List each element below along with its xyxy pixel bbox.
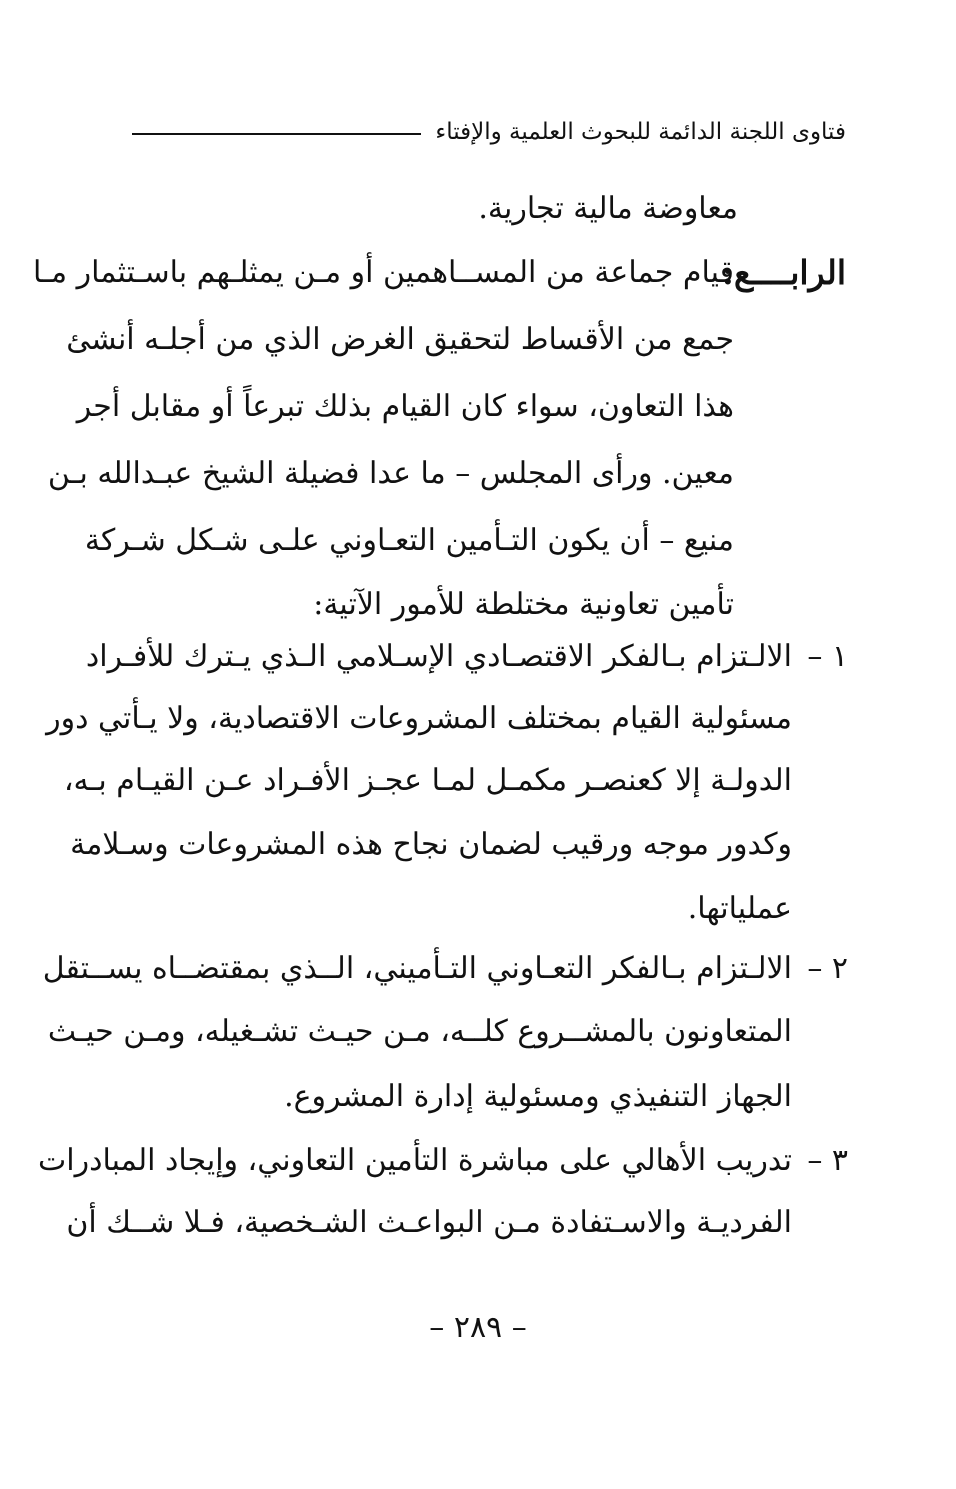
text-line: هذا التعاون، سواء كان القيام بذلك تبرعاً أو مقابل أجر xyxy=(76,389,734,424)
section-label-fourth: الرابــــع: xyxy=(721,253,846,292)
list-number-1: ١ – xyxy=(807,639,848,674)
list-number-3: ٣ – xyxy=(807,1143,848,1178)
text-line: منيع – أن يكون التـأمين التعـاوني علـى شـكل شـركة xyxy=(84,523,734,558)
list-number-2: ٢ – xyxy=(807,951,848,986)
text-line: الفرديـة والاسـتفادة مـن البواعـث الشـخصية، فـلا شــك أن xyxy=(66,1205,792,1240)
text-line: تأمين تعاونية مختلطة للأمور الآتية: xyxy=(313,587,734,622)
text-line: وكدور موجه ورقيب لضمان نجاح هذه المشروعات وسـلامة xyxy=(70,827,792,862)
text-line: معين. ورأى المجلس – ما عدا فضيلة الشيخ عبـدالله بـن xyxy=(47,456,734,491)
text-line: تدريب الأهالي على مباشرة التأمين التعاوني، وإيجاد المبادرات xyxy=(38,1143,792,1178)
header-rule xyxy=(132,133,421,135)
text-line: معاوضة مالية تجارية. xyxy=(478,191,738,226)
running-header-title: فتاوى اللجنة الدائمة للبحوث العلمية والإفتاء xyxy=(435,119,846,145)
text-line: المتعاونون بالمشــروع كلــه، مـن حيـث تشـغيله، ومـن حيـث xyxy=(47,1014,792,1049)
text-line: الالـتزام بـالفكر التعـاوني التـأميني، الــذي بمقتضــاه يســتقل xyxy=(42,951,792,986)
text-line: مسئولية القيام بمختلف المشروعات الاقتصادية، ولا يـأتي دور xyxy=(46,701,792,736)
text-line: الجهاز التنفيذي ومسئولية إدارة المشروع. xyxy=(284,1079,792,1114)
running-header xyxy=(132,112,846,152)
text-line: الدولـة إلا كعنصـر مكمـل لمـا عجـز الأفـراد عـن القيـام بـه، xyxy=(63,763,792,798)
text-line: الالـتزام بـالفكر الاقتصـادي الإسـلامي الـذي يـترك للأفـراد xyxy=(85,639,792,674)
text-line: عملياتها. xyxy=(687,891,792,926)
text-line: جمع من الأقساط لتحقيق الغرض الذي من أجلـه أنشئ xyxy=(66,322,734,357)
text-line: قيام جماعة من المســاهمين أو مـن يمثلـهم باسـتثمار مـا xyxy=(33,255,734,290)
page-number: – ٢٨٩ – xyxy=(429,1310,527,1345)
